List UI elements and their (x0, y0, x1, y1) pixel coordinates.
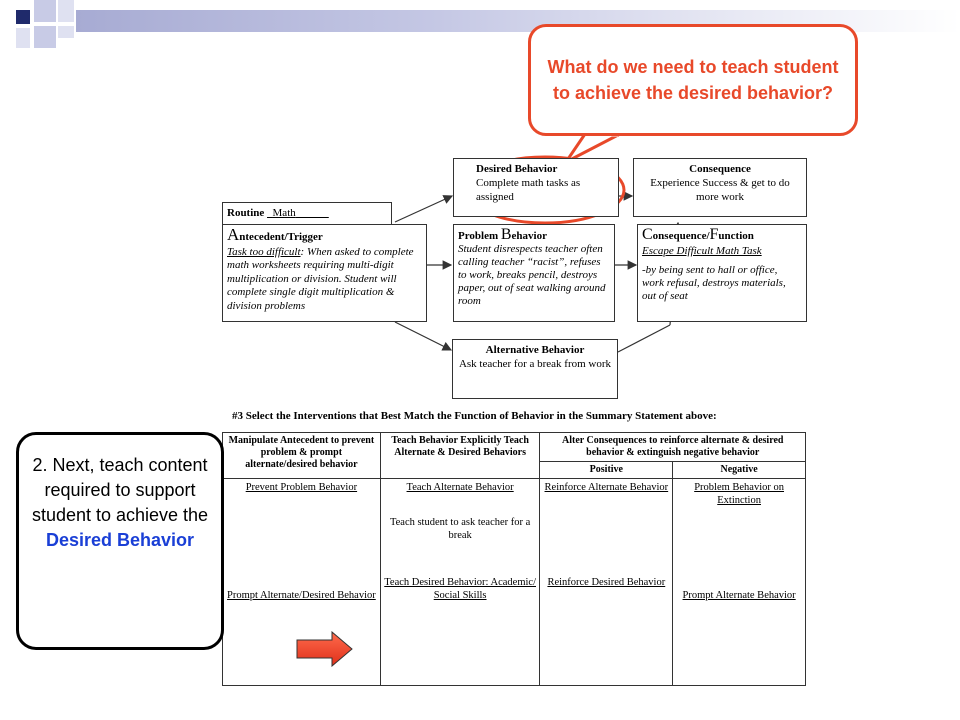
antecedent-box (222, 224, 427, 322)
consequence-function-title: Consequence/Function (642, 226, 754, 243)
right-arrow-icon (296, 631, 354, 667)
antecedent-body: Task too difficult: When asked to complete math worksheets requiring multi-digit multiplication or division. Student will complete single digit multiplication & division problems (227, 245, 414, 312)
col-alter-consequences-header: Alter Consequences to reinforce alternate & desired behavior & extinguish negative behavior (540, 433, 806, 462)
col-negative-header: Negative (673, 462, 806, 479)
antecedent-title: Antecedent/Trigger (227, 225, 323, 244)
list-item: Reinforce Alternate Behavior (544, 482, 669, 493)
col-positive-cell (540, 479, 673, 686)
problem-behavior-title: Problem Behavior (458, 226, 547, 243)
list-item: Teach student to ask teacher for a break (389, 517, 531, 541)
problem-behavior-body: Student disrespects teacher often calling teacher “racist”, refuses to work, breaks pencil, destroys paper, out of seat walking around room (458, 243, 606, 307)
routine-box (222, 202, 392, 224)
question-callout-text: What do we need to teach student to achieve the desired behavior? (547, 57, 839, 103)
col-manipulate-antecedent-header: Manipulate Antecedent to prevent problem & prompt alternate/desired behavior (223, 433, 381, 479)
question-callout (528, 24, 858, 136)
alternative-behavior-body: Ask teacher for a break from work (458, 358, 612, 370)
consequence-function-sub: Escape Difficult Math Task (642, 245, 762, 257)
desired-behavior-title: Desired Behavior (476, 163, 558, 175)
consequence-title: Consequence (689, 163, 751, 175)
col-teach-behavior-cell (380, 479, 540, 686)
problem-behavior-box (453, 224, 615, 322)
interventions-title: #3 Select the Interventions that Best Match the Function of Behavior in the Summary Statement above: (232, 410, 717, 422)
instruction-callout (16, 432, 224, 650)
consequence-function-body: -by being sent to hall or office, work refusal, destroys materials, out of seat (642, 264, 786, 302)
list-item: Problem Behavior on Extinction (694, 482, 785, 506)
list-item: Prompt Alternate Behavior (682, 590, 796, 601)
col-negative-cell (673, 479, 806, 686)
desired-behavior-box (453, 158, 619, 217)
list-item: Teach Desired Behavior: Academic/ Social Skills (384, 577, 536, 601)
col-teach-behavior-header: Teach Behavior Explicitly Teach Alternate & Desired Behaviors (380, 433, 540, 479)
consequence-box (633, 158, 807, 217)
col-positive-header: Positive (540, 462, 673, 479)
list-item: Prevent Problem Behavior (245, 482, 358, 493)
list-item: Prompt Alternate/Desired Behavior (227, 590, 376, 601)
routine-value: Math (272, 207, 296, 219)
alternative-behavior-title: Alternative Behavior (485, 344, 585, 356)
alternative-behavior-box (452, 339, 618, 399)
consequence-body: Experience Success & get to do more work (650, 177, 790, 203)
desired-behavior-body: Complete math tasks as assigned (476, 177, 581, 203)
list-item: Reinforce Desired Behavior (547, 577, 666, 588)
instruction-callout-text: 2. Next, teach content required to support student to achieve the (31, 455, 209, 525)
consequence-function-box (637, 224, 807, 322)
list-item: Teach Alternate Behavior (406, 482, 514, 493)
routine-label: Routine (227, 207, 265, 219)
instruction-callout-emphasis: Desired Behavior (45, 530, 195, 550)
